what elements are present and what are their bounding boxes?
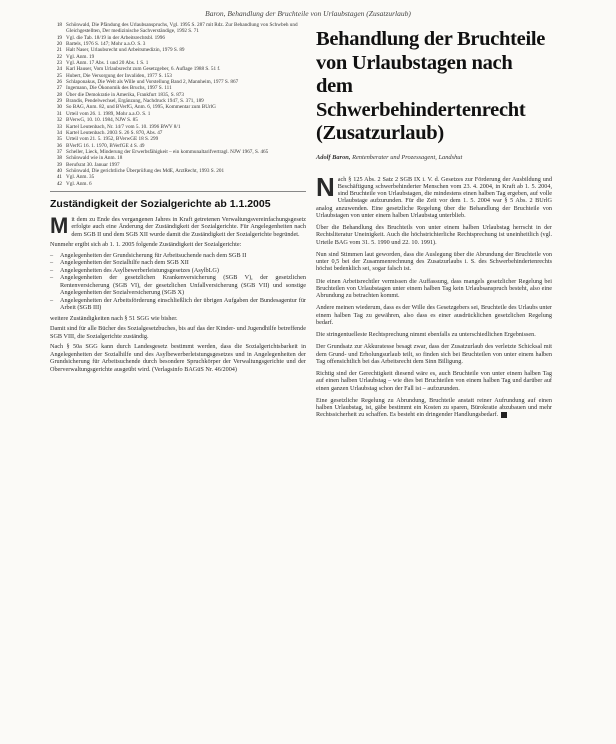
footnote-text: Schönwald wie in Anm. 18	[66, 155, 123, 162]
footnote-number: 23	[56, 60, 62, 67]
footnote-number: 18	[56, 22, 62, 28]
end-of-article-mark	[501, 412, 507, 418]
footnote-text: Urteil vom 26. 1. 1989, Mohr a.a.O. S. 1	[66, 110, 151, 117]
footnote-text: Vgl. Anm. 17 Abs. 1 und 20 Abs. 1 S. 1	[66, 60, 149, 67]
footnote-text: Brandis, Pendelwechsel, Ergänzung, Nachdruck 1947, S. 371, 189	[66, 98, 204, 105]
footnote-number: 26	[56, 79, 62, 86]
footnote-text: Urteil vom 21. 5. 1952, BVerwGE 18 S. 299	[66, 136, 159, 143]
drop-cap: N	[316, 171, 335, 202]
list-item-text: Angelegenheiten der gesetzlichen Krankenversicherung (SGB V), der gesetzlichen Rentenversicherung (SGB VI), der gesetzlichen Unfallversicherung (SGB VII) und sonstige Angelegenheiten der Sozialversicherung (SGB X)	[60, 274, 306, 297]
list-item	[50, 252, 306, 260]
list-item-text: Angelegenheiten der Sozialhilfe nach dem SGB XII	[60, 259, 189, 267]
section-paragraph: Nunmehr ergibt sich ab 1. 1. 2005 folgende Zuständigkeit der Sozialgerichte:	[50, 241, 242, 249]
section-paragraph: Nach § 50a SGG kann durch Landesgesetz bestimmt werden, dass die Sozialgerichtsbarkeit in Angelegenheiten der Sozialhilfe und des Asylbewerberleistungsgesetzes und in Angelegenheiten der Grundsicherung für Arbeitsuchende durch besondere Spruchkörper der Verwaltungsgerichte und der Oberverwaltungsgerichte ausgeübt wird. (Verlagsinfo BAGüS Nr. 46/2004)	[50, 343, 306, 373]
article-paragraph: Die einen Arbeitsrechtler vermissen die Auffassung, dass mangels gesetzlicher Regelung bei Bruchteilen von Urlaubstagen unter einem halben Tag kein Urlaubsanspruch besteht, also eine Abrundung zu betrachten kommt.	[316, 277, 552, 299]
list-item	[50, 259, 306, 267]
running-header: Baron, Behandlung der Bruchteile von Urlaubstagen (Zusatzurlaub)	[205, 9, 411, 18]
footnote-number: 29	[56, 98, 62, 105]
dash-bullet: –	[50, 259, 54, 267]
footnote-number: 36	[56, 142, 62, 149]
dash-bullet: –	[50, 251, 54, 259]
article-paragraph: Nun sind Stimmen laut geworden, dass die Auslegung über die Abrundung der Bruchteile von unter 0,5 bei der Zusammenrechnung des Zusatzurlaubs i. S. des Schwerbehindertenrechts höchst bedenklich sei, sogar falsch ist.	[316, 250, 552, 273]
article-paragraph: Andere meinen wiederum, dass es der Wille des Gesetzgebers sei, Bruchteile des Urlaubs unter einem halben Tag zu gewähren, also dass es einer ausdrücklichen gesetzlichen Regelung bedarf.	[316, 304, 552, 326]
footnote-text: Halt Naser, Urlaubsrecht und Arbeitsmedizin, 1979 S. 89	[66, 47, 185, 54]
left-column	[50, 22, 306, 376]
footnote-text: Über die Demokratie in Amerika, Frankfurt 1835, S. 873	[66, 91, 184, 98]
list-item-text: Angelegenheiten des Asylbewerberleistungsgesetzes (AsylbLG)	[60, 266, 219, 274]
footnote-number: 33	[56, 123, 62, 130]
footnote-text: Vgl. Anm. 6	[66, 180, 92, 187]
footnote-number: 31	[56, 110, 62, 117]
footnote-number: 32	[56, 117, 62, 124]
article-paragraph: Nach § 125 Abs. 2 Satz 2 SGB IX i. V. d. Gesetzes zur Förderung der Ausbildung und Beschäftigung schwerbehinderter Menschen vom 23. 4. 2004, in Kraft ab 1. 5. 2004, sind Bruchteile von Urlaubstagen, die mindestens einen halben Tag ergeben, auf volle Urlaubstage aufzurunden. Für die Zeit vor dem 1. 5. 2004 war § 5 Abs. 2 BUrlG analog anzuwenden. Eine gesetzliche Regelung über die Behandlung der Bruchteile von Urlaubstagen von unter einem halben Urlaubstag unterblieb.	[316, 171, 552, 219]
footnote-number: 39	[56, 161, 62, 168]
footnote-text: Ingemann, Die Ökonomik des Bruchs, 1997 S. 111	[66, 85, 172, 92]
footnote-number: 41	[56, 174, 62, 181]
article-title: Behandlung der Bruchteile von Urlaubstagen nach dem Schwerbehindertenrecht (Zusatzurlaub)	[316, 28, 546, 144]
list-item-text: Angelegenheiten der Grundsicherung für Arbeitsuchende nach dem SGB II	[60, 251, 247, 259]
footnote-text: Kartel Leutenbach. 2003 S. 26 S. 870, Abs. 47	[66, 129, 163, 136]
author-name: Adolf Baron,	[316, 153, 351, 161]
article-paragraph: Eine gesetzliche Regelung zu Abrundung, Bruchteile anstatt reiner Aufrundung auf einen halben Urlaubstag, ist, gäbe bestimmt ein Kosten zu sparen, Bürokratie abzubauen und mehr Rechtssicherheit zu schaffen. Es besteht ein dringender Handlungsbedarf.	[316, 396, 552, 419]
section-divider	[50, 191, 306, 192]
footnote-item	[50, 181, 306, 187]
footnote-text: Karl Hauser, Vom Urlaubsrecht zum Gesetzgeber, 6. Auflage 1988 S. 51 f.	[66, 66, 221, 73]
dash-bullet: –	[50, 266, 54, 274]
list-item	[50, 267, 306, 275]
footnote-number: 22	[56, 53, 62, 60]
footnote-number: 19	[56, 34, 62, 41]
author-role: Rentenberater und Prozessagent, Landshut	[352, 153, 463, 161]
footnote-text: Schlaponakus, Die Welt als Wille und Vorstellung Band 2, Mannheim, 1977 S. 867	[66, 79, 239, 86]
footnote-text: Vgl. Anm. 19	[66, 53, 95, 60]
footnote-number: 27	[56, 85, 62, 92]
footnote-text: Vgl. die Tab. 18/19 in der Arbeitsrechtsbl. 1996	[66, 34, 165, 41]
right-column	[316, 22, 552, 424]
section-paragraph: Mit dem zu Ende des vergangenen Jahres in Kraft getretenen Verwaltungsvereinfachungsgesetz erfolgte auch eine Änderung der Zuständigkeit der Sozialgerichte. Für Angelegenheiten nach dem SGB II und dem SGB XII wurde damit die Zuständigkeit der Sozialgerichte begründet.	[50, 212, 306, 238]
footnote-text: BVerfG 16. 1. 1970, BVerfGE 4 S. 49	[66, 142, 145, 149]
list-item-text: Angelegenheiten der Arbeitsförderung einschließlich der übrigen Aufgaben der Bundesagentur für Arbeit (SGB III)	[60, 296, 306, 312]
dash-bullet: –	[50, 274, 54, 282]
footnote-number: 34	[56, 129, 62, 136]
article-paragraph: Die stringentuelleste Rechtsprechung nimmt ebenfalls zu unterschiedlichen Ergebnissen.	[316, 331, 536, 338]
footnote-text: Schönwald, Die gerichtliche Überprüfung des MdE, ArztRecht, 1993 S. 201	[66, 167, 225, 174]
footnote-number: 21	[56, 47, 62, 54]
section-title: Zuständigkeit der Sozialgerichte ab 1.1.2005	[50, 197, 271, 210]
footnote-number: 40	[56, 167, 62, 174]
footnote-number: 24	[56, 66, 62, 73]
footnote-number: 35	[56, 136, 62, 143]
footnote-number: 30	[56, 104, 62, 111]
footnote-text: Bartels, 1976 S. 147; Mohr a.a.O. S. 3	[66, 41, 146, 48]
author-line	[316, 154, 552, 162]
footnote-number: 42	[56, 180, 62, 187]
jurisdiction-list	[50, 252, 306, 312]
footnote-text: So BAG, Anm. 82, und BVerfG, Anm. 6, 1995, Kommentar zum BUrlG	[66, 104, 216, 111]
article-paragraph: Der Grundsatz zur Akkuratesse besagt zwar, dass der Zusatzurlaub des verletzte Schicksal mit dem Grund- und Erholungsurlaub teilt, so finden sich bei Bruchteilen von unter einem halben Tag offensichtlich bei das Arbeitsrecht dem Sinn Billigung.	[316, 343, 552, 365]
footnote-text: Scheller, Lieck, Minderung der Erwerbsfähigkeit – ein kommunaltarifvertragl. NJW 1967, S. 465	[66, 148, 269, 155]
drop-cap: M	[50, 212, 69, 238]
footnote-text: Kartel Leutenbach, Nr. 14/7 vom 5. 10. 1996 BWV 8/1	[66, 123, 181, 130]
footnote-number: 28	[56, 91, 62, 98]
section-paragraph: Damit sind für alle Bücher des Sozialgesetzbuches, bis auf das der Kinder- und Jugendhilfe betreffende SGB VIII, die Sozialgerichte zuständig.	[50, 325, 306, 340]
footnote-number: 20	[56, 41, 62, 48]
footnote-number: 38	[56, 155, 62, 162]
list-item	[50, 297, 306, 312]
footnote-list	[50, 22, 306, 187]
footnote-text: Hubert, Die Versorgung der Invaliden, 1977 S. 153	[66, 72, 172, 79]
footnote-text: Schönwald, Die Pfändung des Urlaubsanspruchs, Vgl. 1995 S. 287 mit Rdz. Zur Behandlung von Schwbeh und Gleichgestellten, Der medizinische Sachverständige, 1992 S. 71	[66, 22, 298, 35]
article-paragraph: Über die Behandlung des Bruchteils von unter einem halben Urlaubstag herrscht in der Rechtsliteratur Uneinigkeit. Auch die höchstrichterliche Rechtsprechung ist uneinheitlich (vgl. Urteile BAG vom 31. 5. 1990 und 22. 10. 1991).	[316, 224, 552, 246]
footnote-text: Berufsrat 30. Januar 1997	[66, 161, 120, 168]
dash-bullet: –	[50, 296, 54, 304]
footnote-item	[50, 22, 306, 35]
list-item	[50, 274, 306, 297]
article-paragraph: Richtig sind der Gerechtigkeit diesend wäre es, auch Bruchteile von unter einem halben Tag auf einen halben Urlaubstag – wie dies bei Bruchteilen von einem halben Tag und darüber auf einen ganzen Urlaubstag schon der Fall ist – aufzurunden.	[316, 370, 552, 392]
footnote-text: BVerwG, 10. 10. 1984, NJW S. 85	[66, 117, 138, 124]
footnote-text: Vgl. Anm. 35	[66, 174, 95, 181]
footnote-number: 37	[56, 148, 62, 155]
footnote-number: 25	[56, 72, 62, 79]
section-paragraph: weitere Zuständigkeiten nach § 51 SGG wie bisher.	[50, 314, 178, 322]
